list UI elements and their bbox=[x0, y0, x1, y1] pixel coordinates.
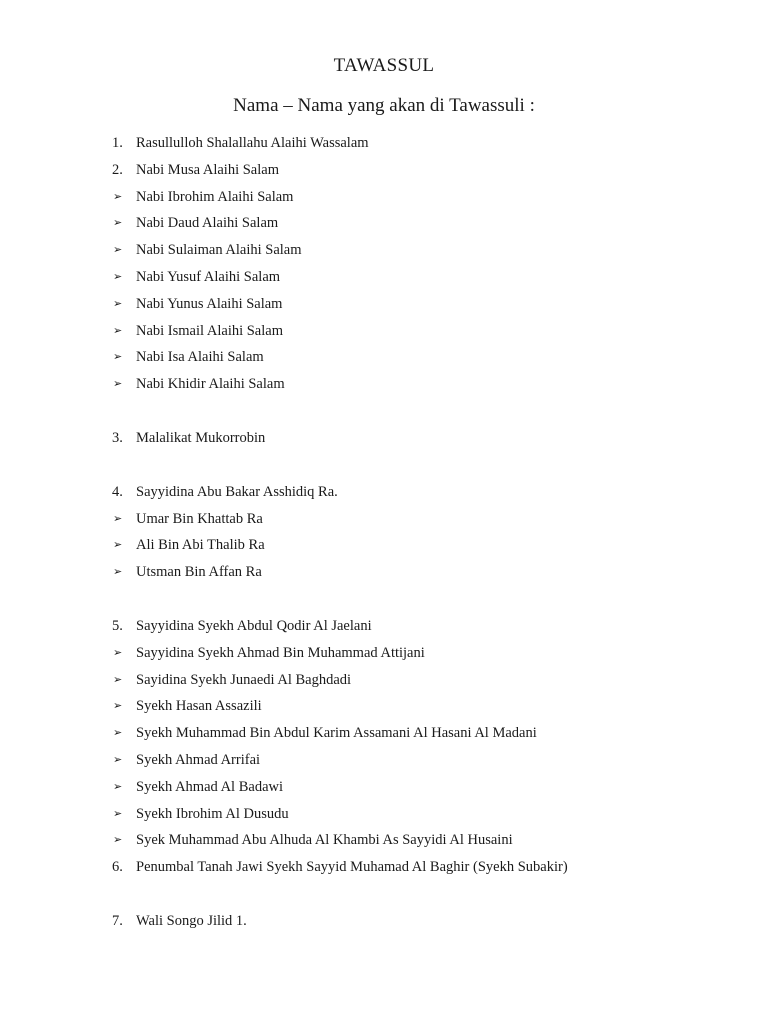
list-item bbox=[0, 184, 768, 211]
list-item bbox=[0, 157, 768, 184]
arrow-bullet-icon: ➢ bbox=[113, 700, 123, 713]
arrow-bullet-icon: ➢ bbox=[113, 378, 123, 391]
list-item bbox=[0, 908, 768, 935]
list-item bbox=[0, 801, 768, 828]
list-number: 3. bbox=[112, 429, 123, 446]
document-title: TAWASSUL bbox=[333, 55, 435, 76]
list-item-text: Sayyidina Syekh Abdul Qodir Al Jaelani bbox=[136, 617, 372, 634]
list-item-text: Syek Muhammad Abu Alhuda Al Khambi As Sayyidi Al Husaini bbox=[136, 832, 513, 849]
list-item-text: Syekh Hasan Assazili bbox=[136, 698, 262, 715]
list-item-text: Utsman Bin Affan Ra bbox=[136, 564, 262, 581]
list-item-text: Syekh Muhammad Bin Abdul Karim Assamani Al Hasani Al Madani bbox=[136, 725, 537, 742]
list-item bbox=[0, 130, 768, 157]
arrow-bullet-icon: ➢ bbox=[113, 807, 123, 820]
arrow-bullet-icon: ➢ bbox=[113, 244, 123, 257]
list-item bbox=[0, 827, 768, 854]
list-item bbox=[0, 318, 768, 345]
arrow-bullet-icon: ➢ bbox=[113, 217, 123, 230]
arrow-bullet-icon: ➢ bbox=[113, 646, 123, 659]
list-item bbox=[0, 479, 768, 506]
list-item bbox=[0, 854, 768, 881]
list-item bbox=[0, 425, 768, 452]
list-item bbox=[0, 291, 768, 318]
list-item-text: Nabi Sulaiman Alaihi Salam bbox=[136, 242, 302, 259]
list-item bbox=[0, 532, 768, 559]
list-item bbox=[0, 613, 768, 640]
arrow-bullet-icon: ➢ bbox=[113, 566, 123, 579]
arrow-bullet-icon: ➢ bbox=[113, 780, 123, 793]
list-item-text: Ali Bin Abi Thalib Ra bbox=[136, 537, 265, 554]
list-item bbox=[0, 774, 768, 801]
document-subtitle: Nama – Nama yang akan di Tawassuli : bbox=[233, 95, 535, 116]
list-item-text: Umar Bin Khattab Ra bbox=[136, 510, 263, 527]
list-item-text: Syekh Ahmad Al Badawi bbox=[136, 778, 284, 795]
list-item bbox=[0, 371, 768, 398]
list-number: 4. bbox=[112, 483, 123, 500]
arrow-bullet-icon: ➢ bbox=[113, 297, 123, 310]
arrow-bullet-icon: ➢ bbox=[113, 727, 123, 740]
list-item bbox=[0, 667, 768, 694]
list-item-text: Malalikat Mukorrobin bbox=[136, 429, 266, 446]
list-item-text: Sayidina Syekh Junaedi Al Baghdadi bbox=[136, 671, 352, 688]
arrow-bullet-icon: ➢ bbox=[113, 512, 123, 525]
list-item bbox=[0, 640, 768, 667]
list-item bbox=[0, 720, 768, 747]
list-item bbox=[0, 559, 768, 586]
list-item-text: Nabi Ibrohim Alaihi Salam bbox=[136, 188, 294, 205]
list-item bbox=[0, 506, 768, 533]
name-list bbox=[0, 130, 768, 935]
arrow-bullet-icon: ➢ bbox=[113, 539, 123, 552]
list-item-text: Syekh Ahmad Arrifai bbox=[136, 751, 261, 768]
arrow-bullet-icon: ➢ bbox=[113, 270, 123, 283]
list-item-text: Nabi Ismail Alaihi Salam bbox=[136, 322, 283, 339]
list-item-text: Nabi Khidir Alaihi Salam bbox=[136, 376, 285, 393]
list-item bbox=[0, 693, 768, 720]
list-item-text: Nabi Daud Alaihi Salam bbox=[136, 215, 279, 232]
list-number: 7. bbox=[112, 912, 123, 929]
list-item-text: Penumbal Tanah Jawi Syekh Sayyid Muhamad Al Baghir (Syekh Subakir) bbox=[136, 859, 568, 876]
list-item-text: Wali Songo Jilid 1. bbox=[136, 912, 247, 929]
arrow-bullet-icon: ➢ bbox=[113, 673, 123, 686]
list-item-text: Nabi Musa Alaihi Salam bbox=[136, 161, 279, 178]
list-item bbox=[0, 264, 768, 291]
arrow-bullet-icon: ➢ bbox=[113, 753, 123, 766]
list-item-text: Nabi Yunus Alaihi Salam bbox=[136, 295, 283, 312]
list-item bbox=[0, 747, 768, 774]
list-number: 6. bbox=[112, 859, 123, 876]
list-item-text: Sayyidina Abu Bakar Asshidiq Ra. bbox=[136, 483, 338, 500]
arrow-bullet-icon: ➢ bbox=[113, 834, 123, 847]
list-number: 5. bbox=[112, 617, 123, 634]
list-item bbox=[0, 344, 768, 371]
arrow-bullet-icon: ➢ bbox=[113, 351, 123, 364]
list-item-text: Nabi Isa Alaihi Salam bbox=[136, 349, 264, 366]
list-item bbox=[0, 210, 768, 237]
arrow-bullet-icon: ➢ bbox=[113, 190, 123, 203]
arrow-bullet-icon: ➢ bbox=[113, 324, 123, 337]
list-item-text: Rasullulloh Shalallahu Alaihi Wassalam bbox=[136, 135, 369, 151]
list-item bbox=[0, 237, 768, 264]
list-number: 2. bbox=[112, 161, 123, 178]
list-item-text: Nabi Yusuf Alaihi Salam bbox=[136, 268, 281, 285]
list-item-text: Syekh Ibrohim Al Dusudu bbox=[136, 805, 289, 822]
list-number: 1. bbox=[112, 135, 123, 151]
list-item-text: Sayyidina Syekh Ahmad Bin Muhammad Attijani bbox=[136, 644, 425, 661]
